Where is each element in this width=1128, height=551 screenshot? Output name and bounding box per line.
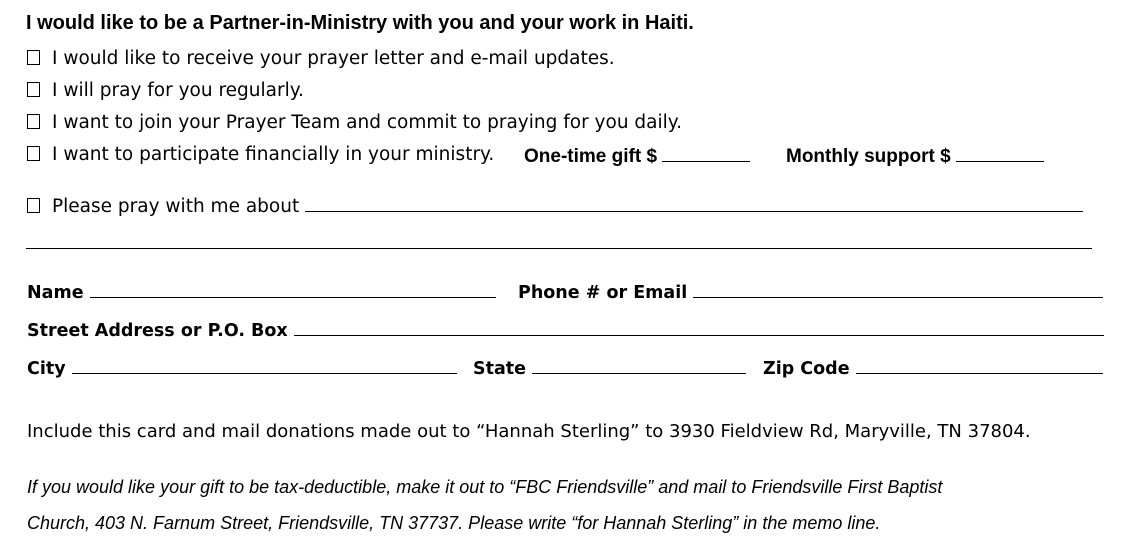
- option-updates[interactable]: [27, 48, 615, 69]
- zip-label: Zip Code: [763, 359, 850, 379]
- name-row: [27, 280, 496, 303]
- city-label: City: [27, 359, 66, 379]
- option-pray-about[interactable]: [27, 194, 1083, 217]
- mail-instructions: Include this card and mail donations made out to “Hannah Sterling” to 3930 Fieldview Rd, Maryville, TN 37804.: [27, 421, 1031, 442]
- street-row: [27, 318, 1104, 341]
- option-team[interactable]: [27, 112, 682, 133]
- one-time-gift-field[interactable]: [662, 144, 750, 162]
- zip-row: [763, 356, 1103, 379]
- card-heading: I would like to be a Partner-in-Ministry with you and your work in Haiti.: [26, 12, 694, 34]
- option-updates-label: I would like to receive your prayer letter and e-mail updates.: [52, 48, 615, 69]
- state-row: [473, 356, 746, 379]
- state-label: State: [473, 359, 527, 379]
- option-financial-label: I want to participate financially in your ministry.: [52, 144, 495, 165]
- street-field[interactable]: [294, 318, 1104, 336]
- city-field[interactable]: [72, 356, 457, 374]
- contact-label: Phone # or Email: [518, 283, 688, 303]
- contact-row: [518, 280, 1103, 303]
- contact-field[interactable]: [693, 280, 1103, 298]
- monthly-support-field[interactable]: [956, 144, 1044, 162]
- zip-field[interactable]: [856, 356, 1103, 374]
- city-row: [27, 356, 457, 379]
- tax-note-line2: Church, 403 N. Farnum Street, Friendsville, TN 37737. Please write “for Hannah Sterling” in the memo line.: [27, 513, 881, 533]
- checkbox-pray[interactable]: [27, 82, 40, 97]
- option-financial[interactable]: [27, 144, 494, 165]
- checkbox-pray-about[interactable]: [27, 198, 40, 213]
- state-field[interactable]: [532, 356, 746, 374]
- option-pray-about-label: Please pray with me about: [52, 196, 300, 217]
- checkbox-team[interactable]: [27, 114, 40, 129]
- option-pray[interactable]: [27, 80, 304, 101]
- one-time-gift: [524, 144, 750, 168]
- monthly-support-label: Monthly support $: [786, 146, 951, 167]
- monthly-support: [786, 144, 1044, 168]
- street-label: Street Address or P.O. Box: [27, 321, 288, 341]
- option-pray-label: I will pray for you regularly.: [52, 80, 304, 101]
- one-time-gift-label: One-time gift $: [524, 146, 658, 167]
- name-field[interactable]: [90, 280, 496, 298]
- tax-note-line1: If you would like your gift to be tax-deductible, make it out to “FBC Friendsville” and mail to Friendsville First Baptist: [27, 477, 943, 497]
- option-team-label: I want to join your Prayer Team and commit to praying for you daily.: [52, 112, 682, 133]
- pray-about-field[interactable]: [305, 194, 1083, 212]
- checkbox-financial[interactable]: [27, 146, 40, 161]
- name-label: Name: [27, 283, 84, 303]
- checkbox-updates[interactable]: [27, 50, 40, 65]
- pray-about-field-line2[interactable]: [26, 248, 1092, 249]
